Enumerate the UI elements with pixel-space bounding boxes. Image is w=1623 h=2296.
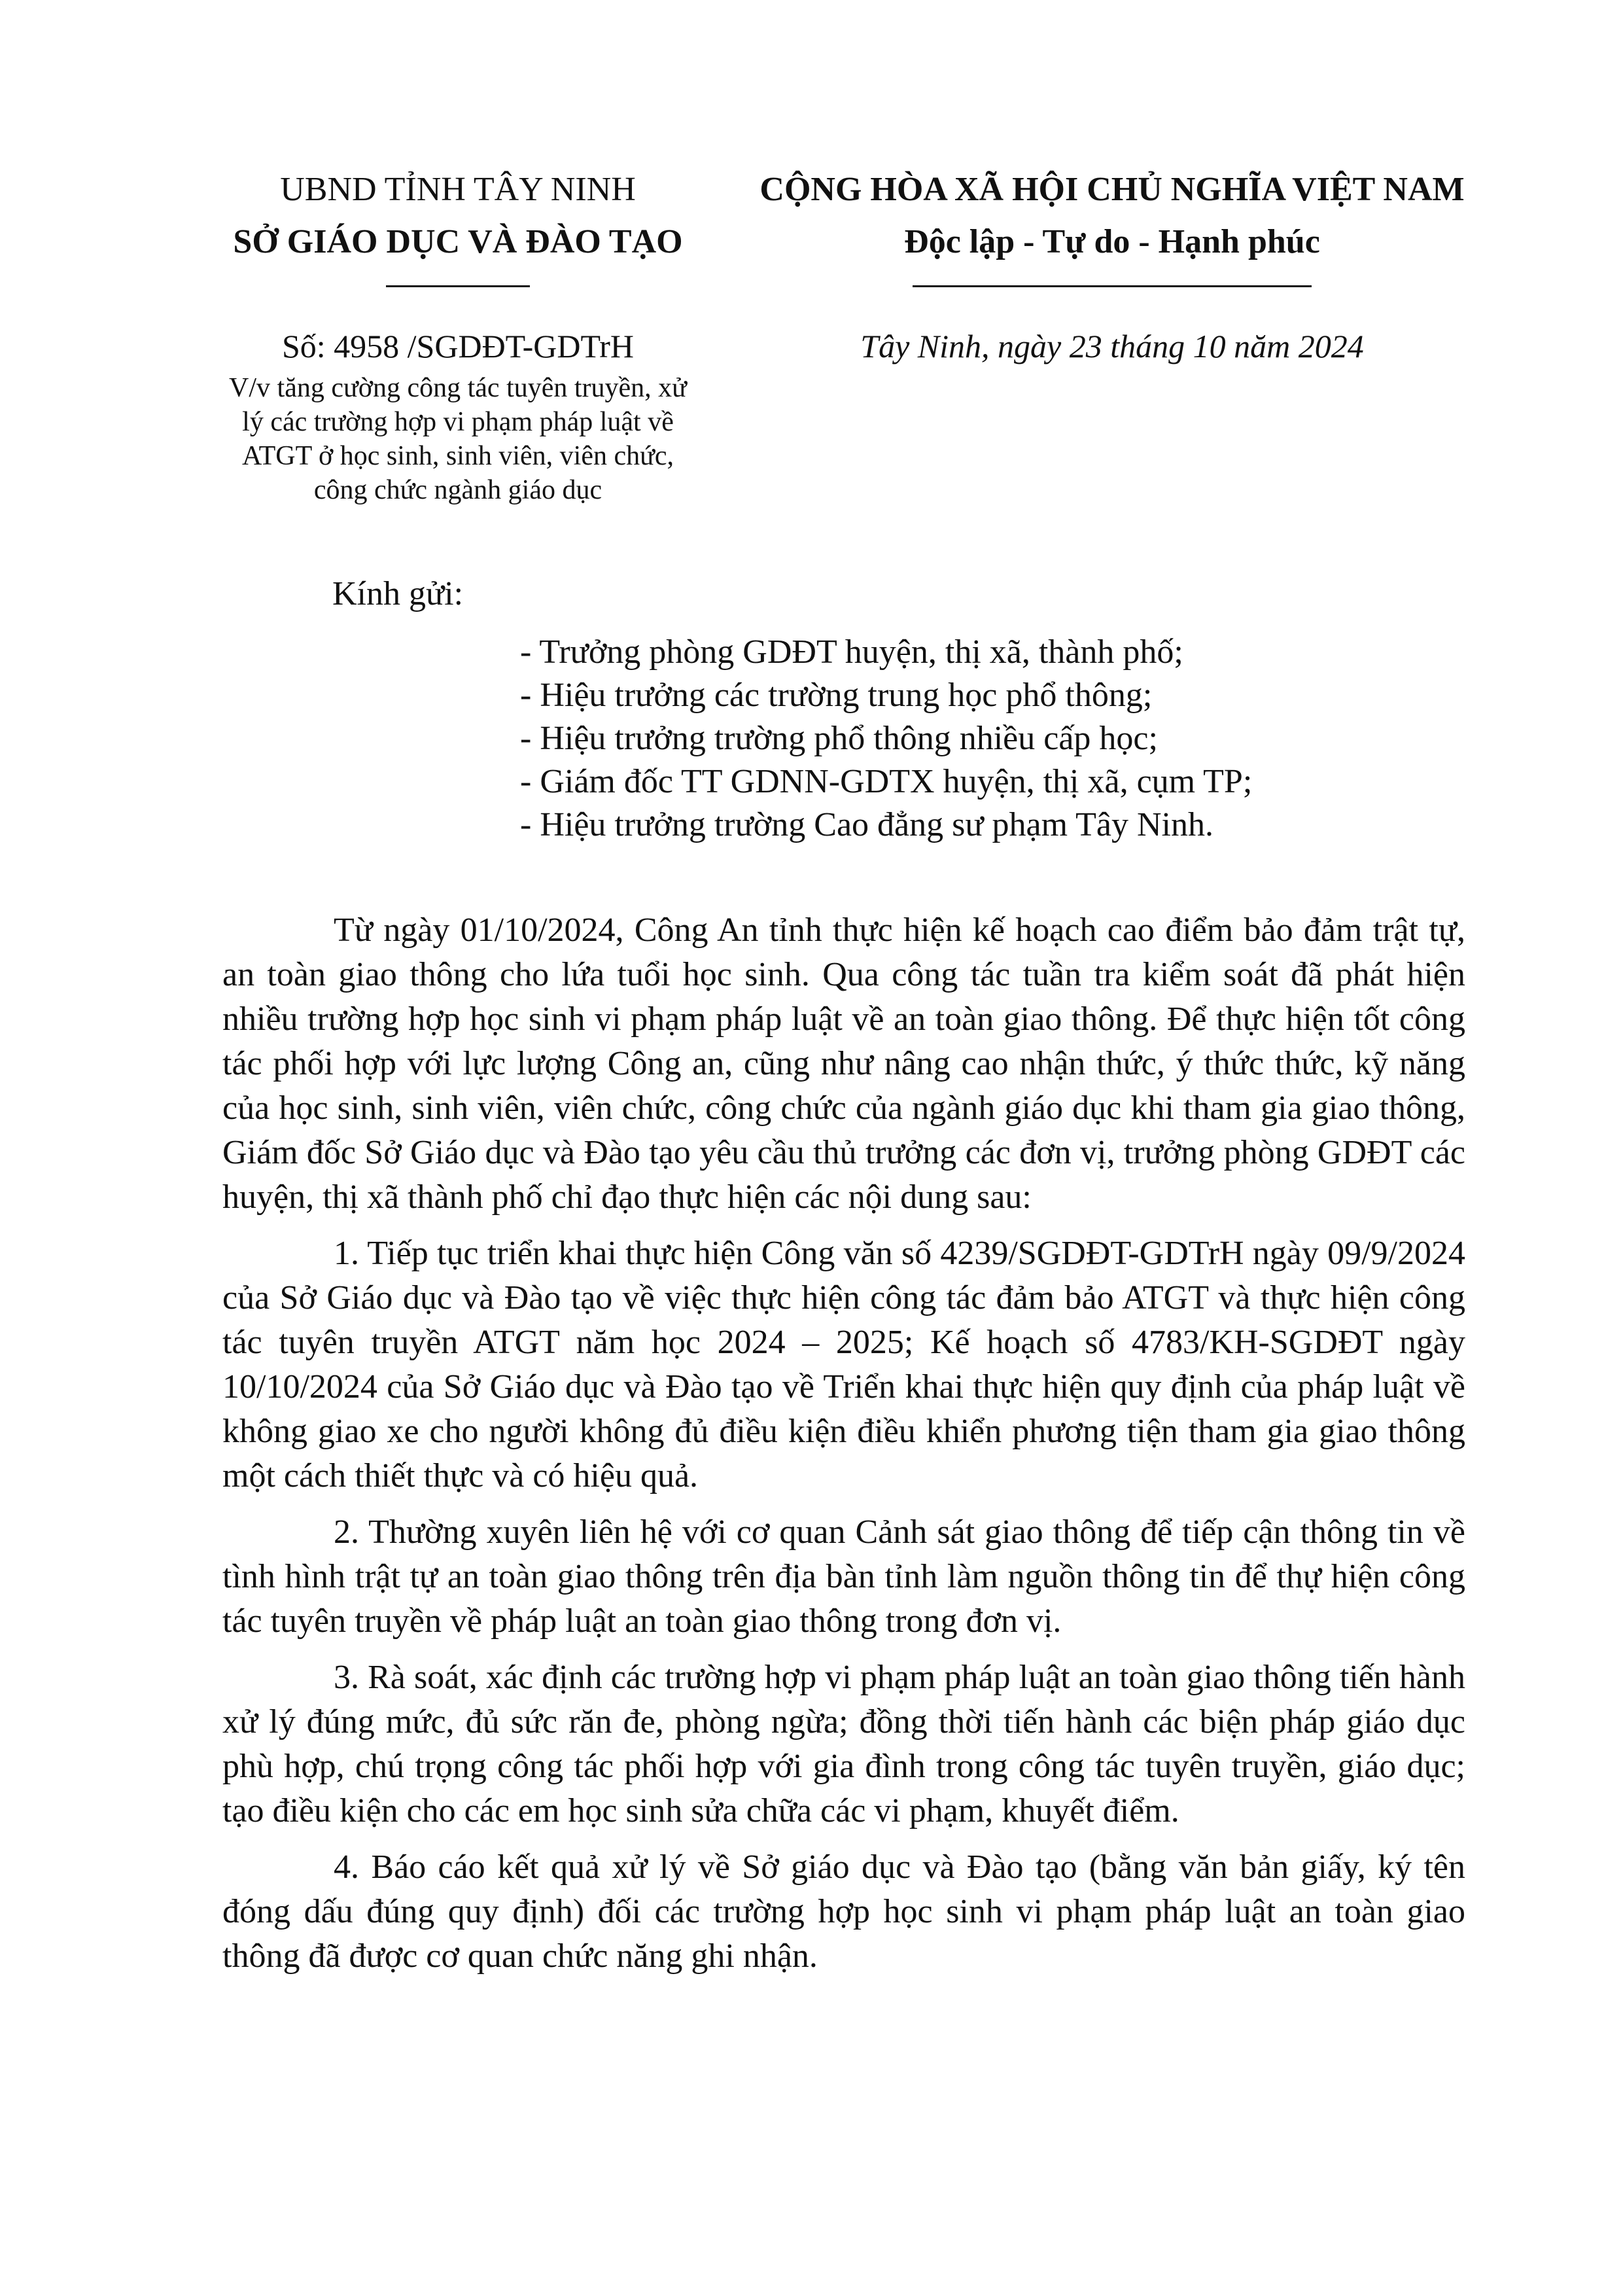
directive-item-1: 1. Tiếp tục triển khai thực hiện Công văn số 4239/SGDĐT-GDTrH ngày 09/9/2024 của Sở Giáo dục và Đào tạo về việc thực hiện công tác đảm bảo ATGT và thực hiện công tác tuyên truyền ATGT năm học 2024 – 2025; Kế hoạch số 4783/KH-SGDĐT ngày 10/10/2024 của Sở Giáo dục và Đào tạo về Triển khai thực hiện quy định của pháp luật về không giao xe cho người không đủ điều kiện điều khiển phương tiện tham gia giao thông một cách thiết thực và có hiệu quả. [222,1235,1465,1494]
recipient-item: - Giám đốc TT GDNN-GDTX huyện, thị xã, cụm TP; [520,763,1253,800]
issuer-block [183,164,733,507]
document-subject [183,371,733,507]
document-body [222,908,1465,1979]
directive-item-2: 2. Thường xuyên liên hệ với cơ quan Cảnh sát giao thông để tiếp cận thông tin về tình hình trật tự an toàn giao thông trên địa bàn tỉnh làm nguồn thông tin để thự hiện công tác tuyên truyền về pháp luật an toàn giao thông trong đơn vị. [222,1513,1465,1640]
subject-line: ATGT ở học sinh, sinh viên, viên chức, [241,441,674,471]
issuer-divider [386,285,530,287]
subject-line: lý các trường hợp vi phạm pháp luật về [242,407,674,437]
agency-name: UBND TỈNH TÂY NINH [280,171,636,208]
subject-line: công chức ngành giáo dục [313,475,602,505]
intro-paragraph: Từ ngày 01/10/2024, Công An tỉnh thực hiện kế hoạch cao điểm bảo đảm trật tự, an toàn giao thông cho lứa tuổi học sinh. Qua công tác tuần tra kiểm soát đã phát hiện nhiều trường hợp học sinh vi phạm pháp luật về an toàn giao thông. Để thực hiện tốt công tác phối hợp với lực lượng Công an, cũng như nâng cao nhận thức, ý thức thức, kỹ năng của học sinh, sinh viên, viên chức, công chức của ngành giáo dục khi tham gia giao thông, Giám đốc Sở Giáo dục và Đào tạo yêu cầu thủ trưởng các đơn vị, trưởng phòng GDĐT các huyện, thị xã thành phố chỉ đạo thực hiện các nội dung sau: [222,911,1465,1216]
recipient-item: - Trưởng phòng GDĐT huyện, thị xã, thành phố; [520,633,1183,671]
recipient-item: - Hiệu trưởng các trường trung học phổ thông; [520,677,1153,714]
directive-item-4: 4. Báo cáo kết quả xử lý về Sở giáo dục và Đào tạo (bằng văn bản giấy, ký tên đóng dấu đúng quy định) đối các trường hợp học sinh vi phạm pháp luật an toàn giao thông đã được cơ quan chức năng ghi nhận. [222,1848,1465,1975]
directive-item-3: 3. Rà soát, xác định các trường hợp vi phạm pháp luật an toàn giao thông tiến hành xử lý đúng mức, đủ sức răn đe, phòng ngừa; đồng thời tiến hành các biện pháp giáo dục phù hợp, chú trọng công tác phối hợp với gia đình trong công tác tuyên truyền, giáo dục; tạo điều kiện cho các em học sinh sửa chữa các vi phạm, khuyết điểm. [222,1659,1465,1829]
motto-divider [913,285,1312,287]
recipient-item: - Hiệu trưởng trường Cao đẳng sư phạm Tây Ninh. [520,806,1213,843]
salutation: Kính gửi: [332,575,464,612]
place-date: Tây Ninh, ngày 23 tháng 10 năm 2024 [860,328,1364,364]
recipient-list [520,631,1252,847]
document-number: Số: 4958 /SGDĐT-GDTrH [281,328,635,364]
national-header-block [720,164,1505,367]
subject-line: V/v tăng cường công tác tuyên truyền, xử [229,373,687,403]
recipient-item: - Hiệu trưởng trường phổ thông nhiều cấp học; [520,720,1158,757]
nation-name: CỘNG HÒA XÃ HỘI CHỦ NGHĨA VIỆT NAM [759,171,1465,208]
department-name: SỞ GIÁO DỤC VÀ ĐÀO TẠO [233,223,683,260]
national-motto: Độc lập - Tự do - Hạnh phúc [904,223,1320,260]
